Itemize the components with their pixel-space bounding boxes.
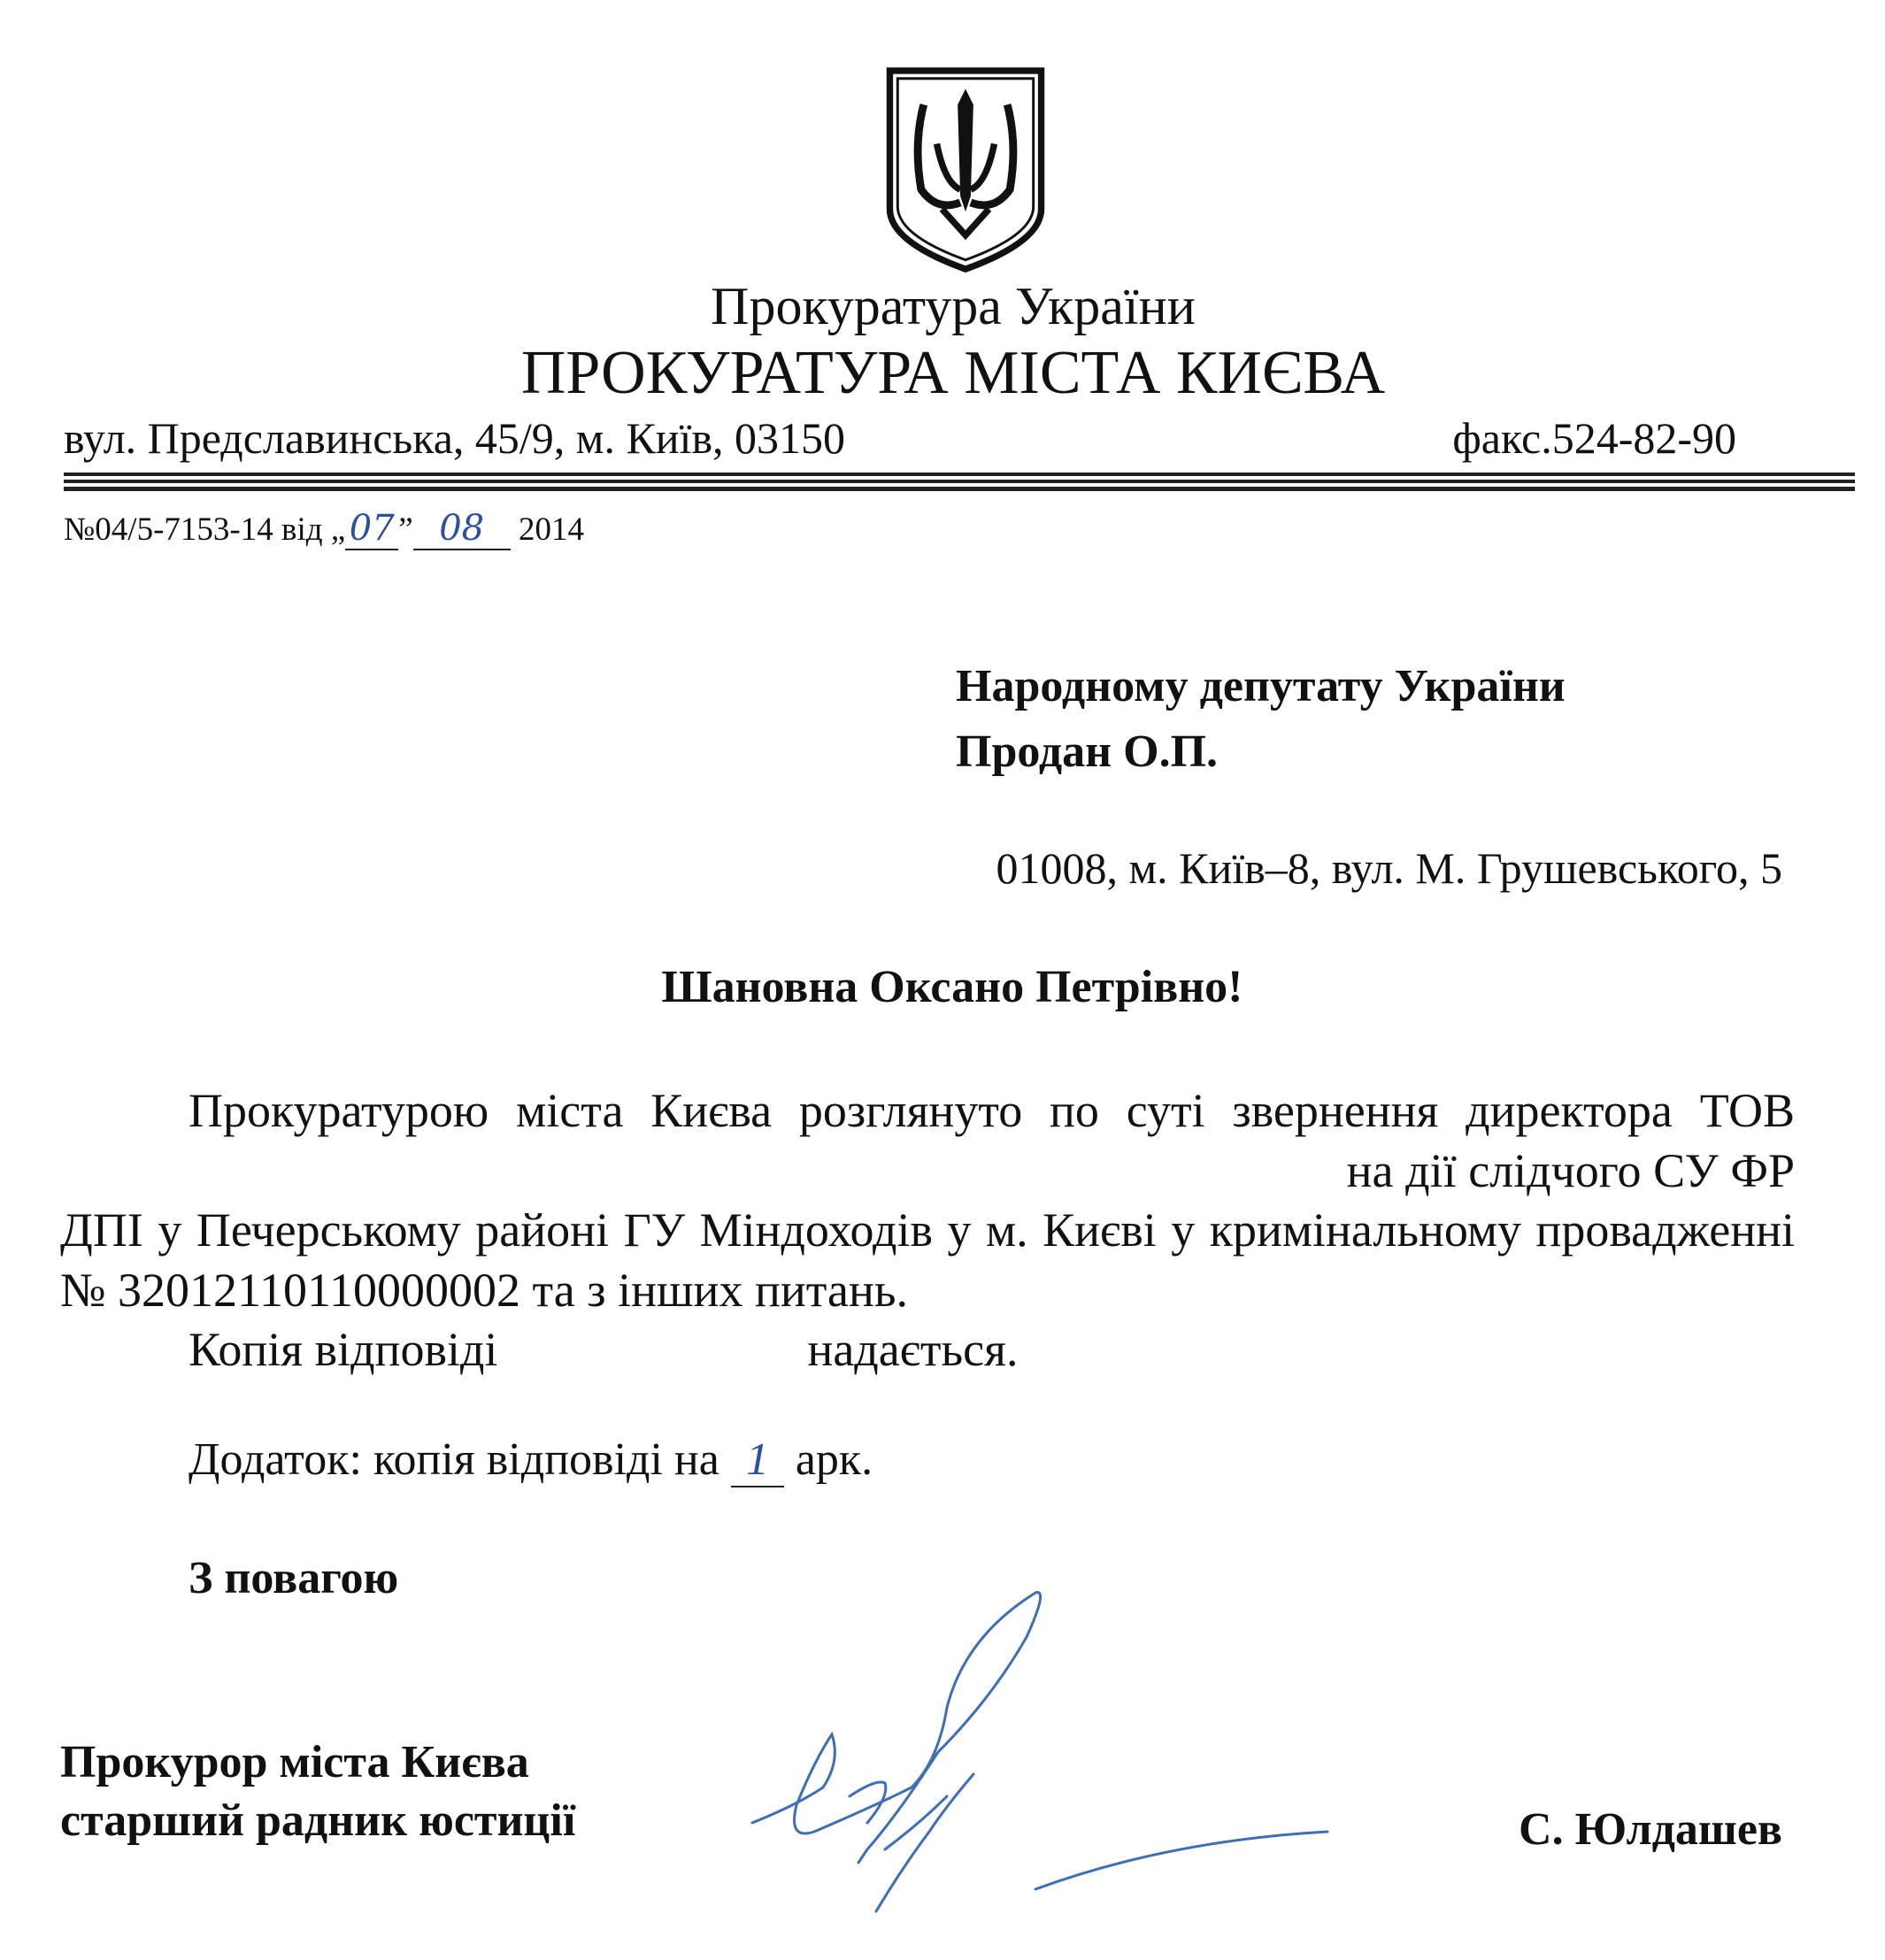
paragraph-2-end: надається. bbox=[807, 1323, 1019, 1376]
attachment-unit: арк. bbox=[795, 1434, 873, 1485]
reference-number: №04/5-7153-14 від bbox=[64, 511, 323, 548]
letter-body bbox=[60, 1081, 1795, 1380]
reference-day: 07 bbox=[345, 508, 398, 550]
org-address: вул. Предславинська, 45/9, м. Київ, 03150 bbox=[64, 413, 846, 463]
paragraph-1-start: Прокуратурою міста Києва розглянуто по суті звернення директора ТОВ bbox=[188, 1084, 1795, 1137]
recipient-address: 01008, м. Київ–8, вул. М. Грушевського, 5 bbox=[996, 843, 1782, 893]
paragraph-2-start: Копія відповіді bbox=[188, 1323, 498, 1376]
closing: З повагою bbox=[188, 1553, 399, 1603]
signatory-name: С. Юлдашев bbox=[1519, 1804, 1782, 1855]
header-divider bbox=[64, 473, 1855, 496]
signature bbox=[743, 1584, 1345, 1938]
recipient-title: Народному депутату України bbox=[956, 661, 1566, 711]
org-parent: Прокуратура України bbox=[711, 277, 1196, 335]
signatory-rank: старший радник юстиції bbox=[60, 1795, 576, 1846]
greeting: Шановна Оксано Петрівно! bbox=[661, 962, 1243, 1012]
reference-month: 08 bbox=[413, 508, 511, 550]
org-fax: факс.524-82-90 bbox=[1452, 413, 1736, 463]
attachment-count: 1 bbox=[731, 1433, 784, 1487]
paragraph-2 bbox=[60, 1320, 1795, 1380]
signatory-position: Прокурор міста Києва bbox=[60, 1737, 529, 1787]
reference-line: №04/5-7153-14 від „ 07 ” 08 2014 bbox=[64, 508, 584, 549]
reference-year: 2014 bbox=[518, 511, 584, 548]
attachment-text: Додаток: копія відповіді на bbox=[188, 1434, 719, 1485]
attachment-line bbox=[188, 1433, 873, 1487]
org-name: ПРОКУРАТУРА МІСТА КИЄВА bbox=[520, 339, 1386, 407]
coat-of-arms-icon bbox=[883, 65, 1048, 274]
paragraph-1 bbox=[60, 1081, 1795, 1320]
paragraph-1-end: на дії слідчого СУ ФР ДПІ у Печерському районі ГУ Міндоходів у м. Києві у кримінальному провадженні № 32012110110000002 та з інших питань. bbox=[60, 1143, 1796, 1317]
recipient-name: Продан О.П. bbox=[956, 726, 1219, 777]
